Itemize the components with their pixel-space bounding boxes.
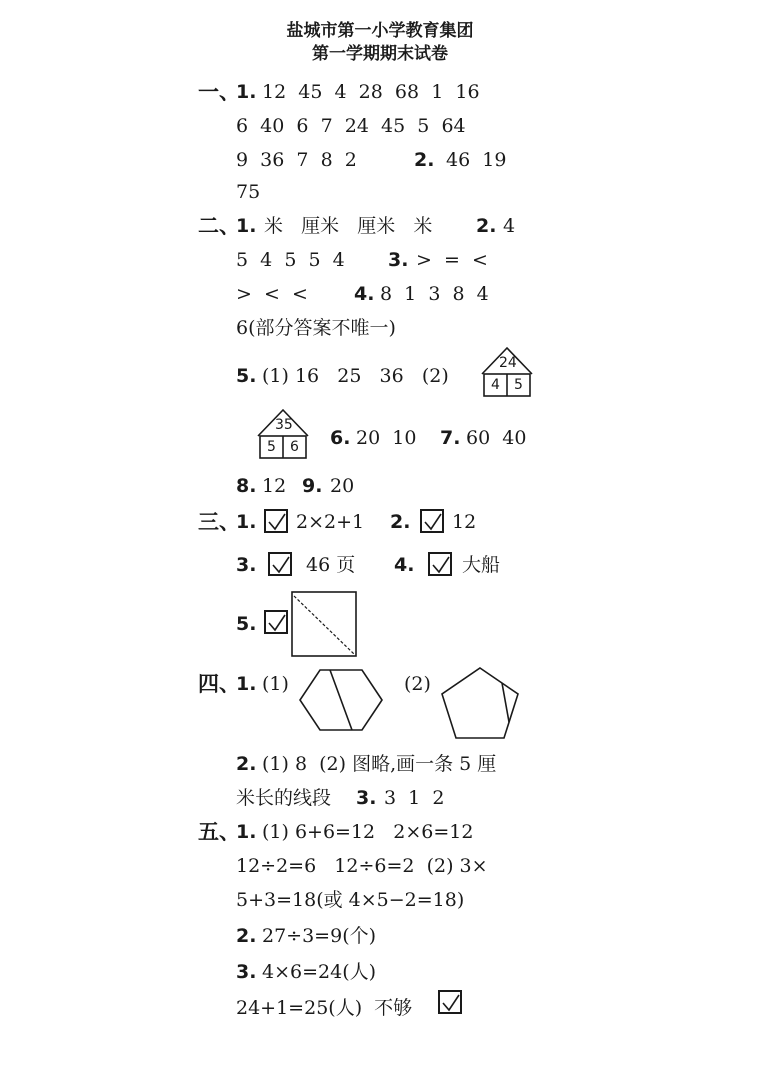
q2-2-answer: 4 — [503, 215, 516, 237]
q3-1-answer: 2×2+1 — [296, 511, 365, 533]
hexagon-figure — [298, 668, 384, 734]
q3-1-number: 1. — [236, 511, 257, 533]
q4-1-part2-label: (2) — [404, 673, 431, 695]
q3-3-answer: 46 页 — [306, 554, 356, 576]
pentagon-figure — [440, 666, 522, 740]
q4-2-row2: 米长的线段 — [236, 787, 332, 809]
q4-3-number: 3. — [356, 787, 377, 809]
doc-title-line2: 第一学期期末试卷 — [312, 44, 448, 64]
house-top-number: 35 — [275, 417, 293, 433]
q5-2-number: 2. — [236, 925, 257, 947]
q2-7-number: 7. — [440, 427, 461, 449]
q5-3-number: 3. — [236, 961, 257, 983]
checkmark-box-icon — [264, 610, 288, 634]
q2-8-number: 8. — [236, 475, 257, 497]
house-right-number: 6 — [290, 439, 299, 455]
section-4-label: 四、 — [198, 672, 240, 696]
q3-2-number: 2. — [390, 511, 411, 533]
q2-3-row3: > < < — [236, 283, 308, 305]
q4-1-number: 1. — [236, 673, 257, 695]
house-right-number: 5 — [514, 377, 523, 393]
doc-title-line1: 盐城市第一小学教育集团 — [286, 21, 474, 41]
q5-3-row2: 24+1=25(人) 不够 — [236, 997, 413, 1019]
q2-6-answer: 20 10 — [356, 427, 417, 449]
section-3-label: 三、 — [198, 510, 240, 534]
q2-2-number: 2. — [476, 215, 497, 237]
house-left-number: 5 — [267, 439, 276, 455]
q5-1-row3: 5+3=18(或 4×5−2=18) — [236, 889, 465, 911]
q5-3-answer: 4×6=24(人) — [262, 961, 377, 983]
q5-2-answer: 27÷3=9(个) — [262, 925, 377, 947]
q4-3-answer: 3 1 2 — [384, 787, 445, 809]
q4-2-number: 2. — [236, 753, 257, 775]
q2-5-number: 5. — [236, 365, 257, 387]
q3-4-answer: 大船 — [462, 554, 501, 576]
q2-3-number: 3. — [388, 249, 409, 271]
q1-1-number: 1. — [236, 81, 257, 103]
q1-1-row1: 12 45 4 28 68 1 16 — [262, 81, 480, 103]
q1-1-row2: 6 40 6 7 24 45 5 64 — [236, 115, 466, 137]
q4-1-part1-label: (1) — [262, 673, 289, 695]
q2-7-answer: 60 40 — [466, 427, 527, 449]
q2-4-answer: 8 1 3 8 4 — [380, 283, 489, 305]
house-top-number: 24 — [499, 355, 517, 371]
house-outline-icon — [256, 408, 310, 460]
q1-2-number: 2. — [414, 149, 435, 171]
q2-2-row2: 5 4 5 5 4 — [236, 249, 345, 271]
q2-3-answer: > = < — [416, 249, 488, 271]
q3-4-number: 4. — [394, 554, 415, 576]
q2-9-answer: 20 — [330, 475, 355, 497]
q2-4-number: 4. — [354, 283, 375, 305]
section-2-label: 二、 — [198, 214, 240, 238]
square-with-diagonal-figure — [290, 590, 358, 658]
checkmark-box-icon — [268, 552, 292, 576]
q2-1-answer: 米 厘米 厘米 米 — [264, 215, 433, 237]
number-house-24 — [480, 346, 534, 398]
q5-1-row2: 12÷2=6 12÷6=2 (2) 3× — [236, 855, 488, 877]
house-outline-icon — [480, 346, 534, 398]
section-1-label: 一、 — [198, 80, 240, 104]
checkmark-box-icon — [264, 509, 288, 533]
q2-1-number: 1. — [236, 215, 257, 237]
q3-3-number: 3. — [236, 554, 257, 576]
number-house-35 — [256, 408, 310, 460]
q1-1-row3: 9 36 7 8 2 — [236, 149, 357, 171]
q2-5-answer: (1) 16 25 36 (2) — [262, 365, 449, 387]
house-left-number: 4 — [491, 377, 500, 393]
q2-4-row4: 6(部分答案不唯一) — [236, 317, 396, 339]
q3-5-number: 5. — [236, 613, 257, 635]
checkmark-box-icon — [420, 509, 444, 533]
q5-1-number: 1. — [236, 821, 257, 843]
checkmark-box-icon — [428, 552, 452, 576]
checkmark-box-icon — [438, 990, 462, 1014]
q2-9-number: 9. — [302, 475, 323, 497]
q3-2-answer: 12 — [452, 511, 477, 533]
q1-2-row4: 75 — [236, 181, 261, 203]
q4-2-answer: (1) 8 (2) 图略,画一条 5 厘 — [262, 753, 497, 775]
q5-1-row1: (1) 6+6=12 2×6=12 — [262, 821, 474, 843]
section-5-label: 五、 — [198, 820, 240, 844]
q1-2-answer: 46 19 — [446, 149, 507, 171]
q2-8-answer: 12 — [262, 475, 287, 497]
q2-6-number: 6. — [330, 427, 351, 449]
